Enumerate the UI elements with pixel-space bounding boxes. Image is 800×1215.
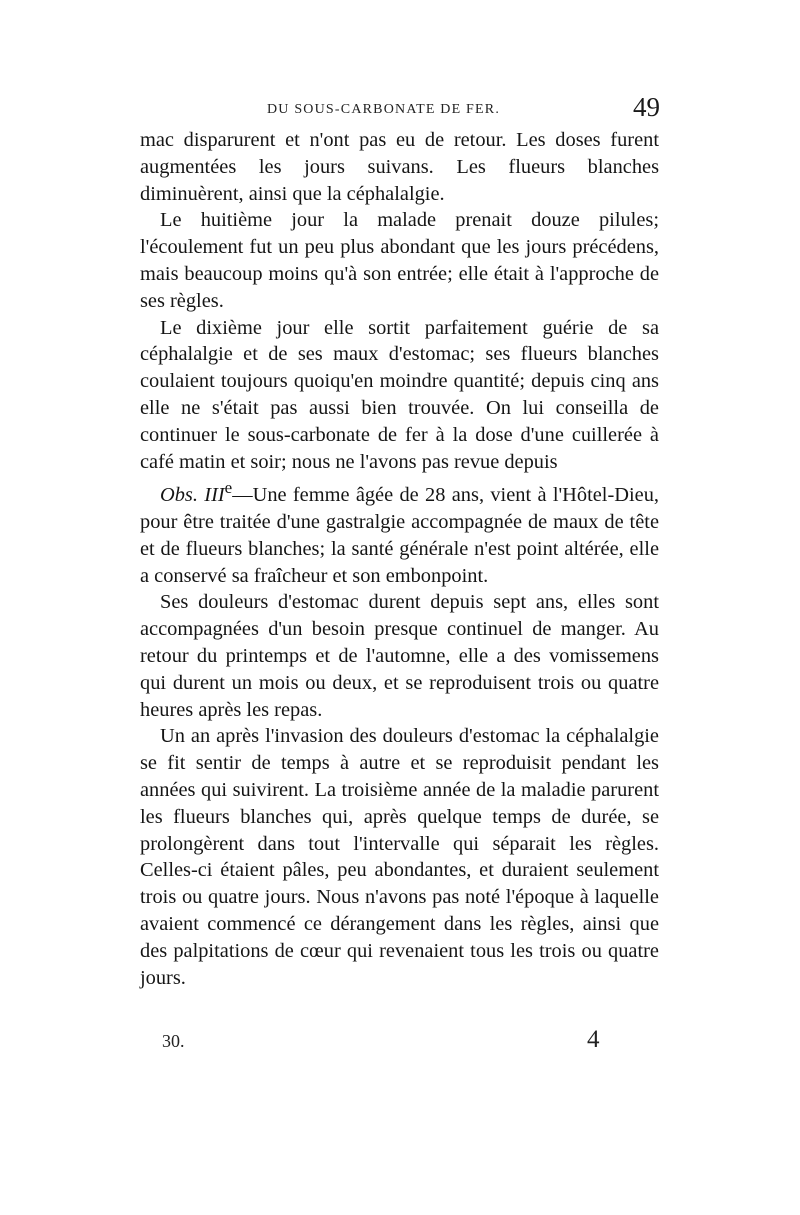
- observation-label-superscript: e: [224, 478, 233, 498]
- paragraph: Ses douleurs d'estomac durent depuis sept ans, elles sont accompagnées d'un besoin presque continuel de manger. Au retour du printemps et de l'automne, elle a des vomissemens qui durent un mois ou deux, et se reproduisent trois ou quatre heures après les repas.: [140, 591, 659, 721]
- page-footer: [140, 1026, 660, 1064]
- paragraph-continued: mac disparurent et n'ont pas eu de retour. Les doses furent augmentées les jours suivans. Les flueurs blanches diminuèrent, ainsi que la céphalalgie.: [140, 129, 659, 205]
- observation-text: —Une femme âgée de 28 ans, vient à l'Hôtel-Dieu, pour être traitée d'une gastralgie accompagnée de maux de tête et de flueurs blanches; la santé générale n'est point altérée, elle a conservé sa fraîcheur et son embonpoint.: [140, 484, 659, 587]
- paragraph: Le huitième jour la malade prenait douze pilules; l'écoulement fut un peu plus abondant que les jours précédens, mais beaucoup moins qu'à son entrée; elle était à l'approche de ses règles.: [140, 209, 659, 312]
- page-number: 49: [633, 92, 660, 122]
- page-header: [140, 92, 660, 128]
- paragraph: Le dixième jour elle sortit parfaitement guérie de sa céphalalgie et de ses maux d'estomac; ses flueurs blanches coulaient toujours quoiqu'en moindre quantité; depuis cinq ans elle ne s'était pas aussi bien trouvée. On lui conseilla de continuer le sous-carbonate de fer à la dose d'une cuillerée à café matin et soir; nous ne l'avons pas revue depuis: [140, 316, 659, 473]
- body-text: [140, 127, 659, 991]
- paragraph: Un an après l'invasion des douleurs d'estomac la céphalalgie se fit sentir de temps à autre et se reproduisit pendant les années qui suivirent. La troisième année de la maladie parurent les flueurs blanches qui, après quelque temps de durée, se prolongèrent dans tout l'intervalle qui séparait les règles. Celles-ci étaient pâles, peu abondantes, et duraient seulement trois ou quatre jours. Nous n'avons pas noté l'époque à laquelle avaient commencé ce dérangement dans les règles, ainsi que des palpitations de cœur qui revenaient tous les trois ou quatre jours.: [140, 725, 659, 989]
- observation-label: Obs. III: [160, 484, 225, 507]
- running-title: DU SOUS-CARBONATE DE FER.: [267, 102, 501, 117]
- signature-mark: 30.: [162, 1031, 185, 1051]
- gathering-number: 4: [587, 1026, 600, 1053]
- observation-paragraph: [140, 475, 659, 589]
